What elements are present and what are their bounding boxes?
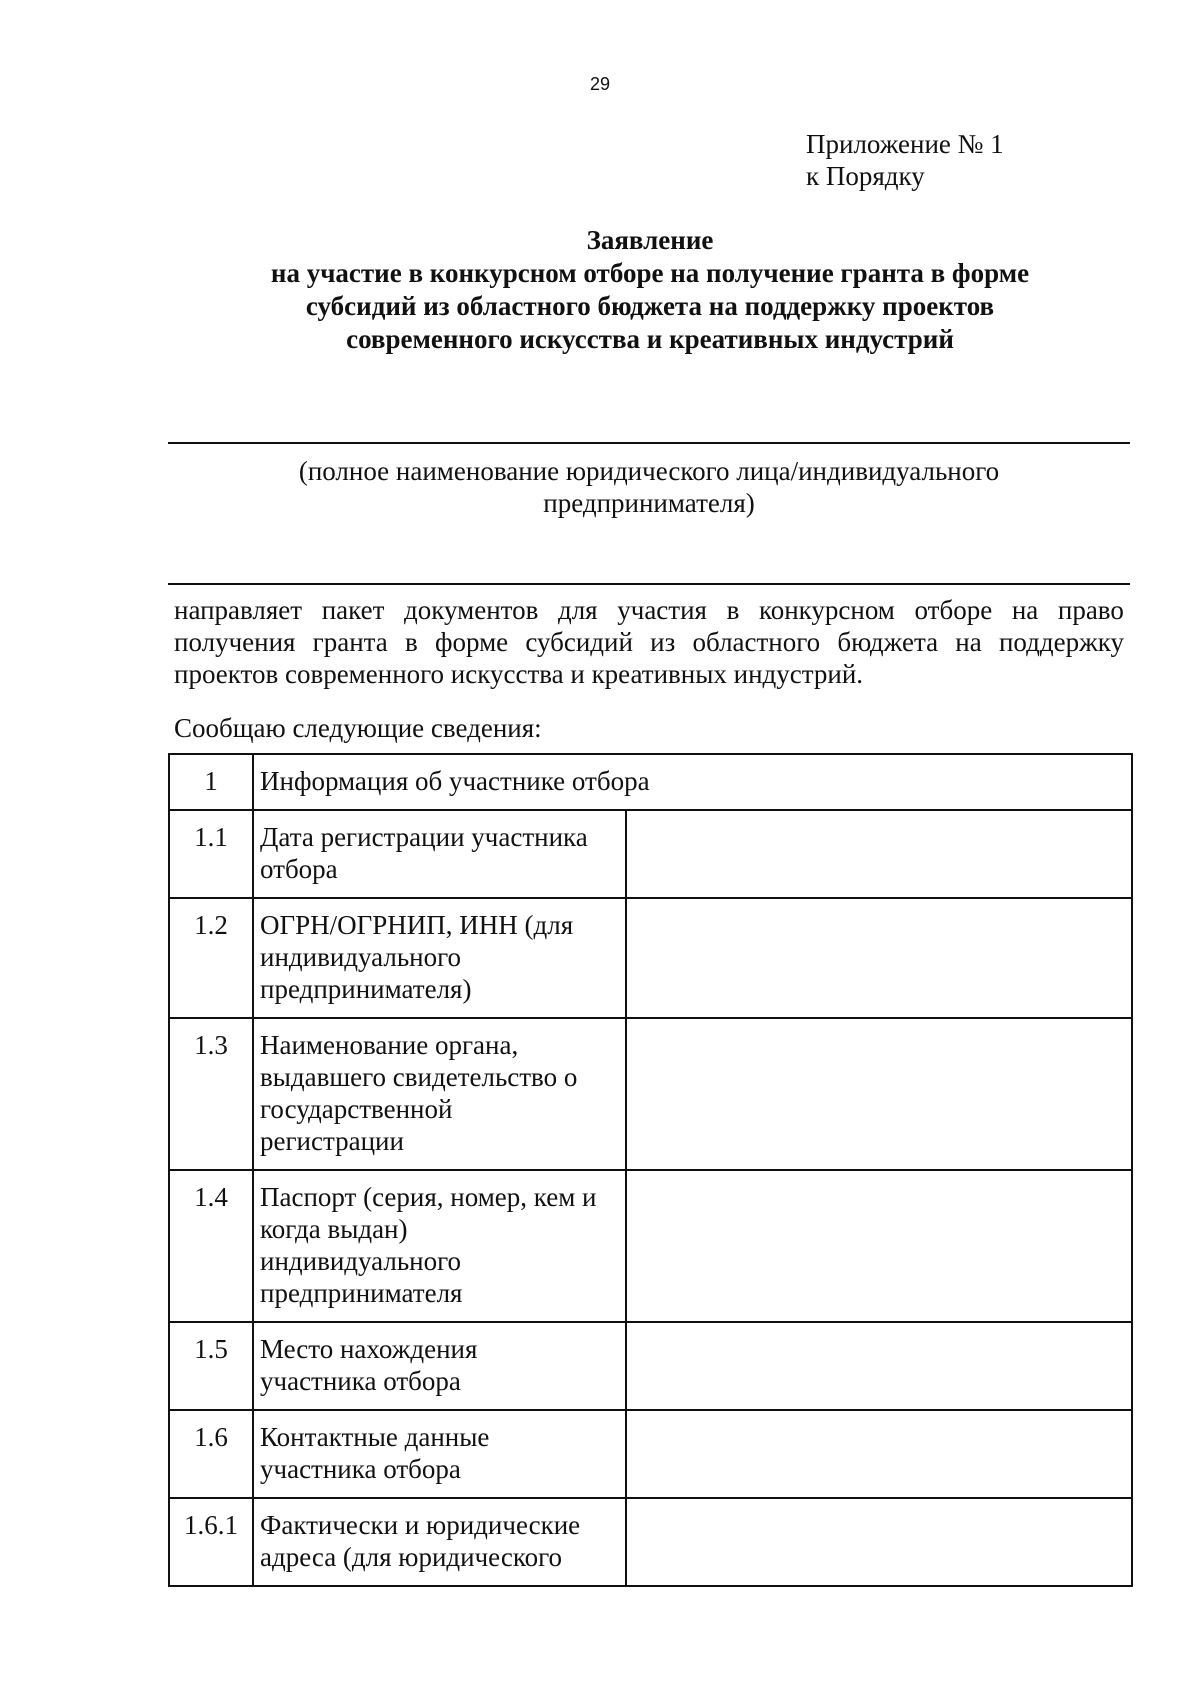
row-label-line: Фактически и юридические (260, 1510, 581, 1540)
paragraph-word: бюджета (837, 627, 939, 657)
row-label (253, 898, 626, 1018)
paragraph-word: направляет (174, 595, 303, 625)
title-line: Заявление (586, 225, 714, 255)
row-value-field[interactable] (626, 1410, 1132, 1498)
paragraph-word: поддержку (998, 627, 1124, 657)
row-value-field[interactable] (626, 810, 1132, 898)
row-value-field[interactable] (626, 1018, 1132, 1170)
row-label (253, 1410, 626, 1498)
row-label-line: отбора (260, 854, 338, 884)
row-number: 1.6.1 (169, 1498, 253, 1586)
table-row (169, 1322, 1132, 1410)
body-paragraph (174, 594, 1124, 690)
table-row (169, 1498, 1132, 1586)
paragraph-word: отборе (914, 595, 993, 625)
row-value-field[interactable] (626, 1322, 1132, 1410)
row-value-field[interactable] (626, 1498, 1132, 1586)
table-row (169, 898, 1132, 1018)
page-number: 29 (589, 74, 611, 94)
row-number: 1.3 (169, 1018, 253, 1170)
row-label-line: участника отбора (260, 1454, 461, 1484)
document-title (170, 224, 1130, 356)
title-line: субсидий из областного бюджета на поддержку проектов (305, 291, 995, 321)
row-label-line: участника отбора (260, 1366, 461, 1396)
paragraph-word: на (955, 627, 982, 657)
row-number: 1.5 (169, 1322, 253, 1410)
row-label-line: адреса (для юридического (260, 1542, 562, 1572)
row-label-line: государственной (260, 1094, 453, 1124)
caption-line: (полное наименование юридического лица/индивидуального (298, 456, 1000, 486)
paragraph-word: на (1011, 595, 1039, 625)
paragraph-word: участия (617, 595, 707, 625)
row-number: 1 (169, 754, 253, 810)
row-label-line: индивидуального (260, 942, 462, 972)
paragraph-word: право (1057, 595, 1124, 625)
row-number: 1.4 (169, 1170, 253, 1322)
applicant-name-caption (168, 455, 1130, 519)
row-label-line: индивидуального (260, 1246, 462, 1276)
row-label: Информация об участнике отбора (253, 754, 1132, 810)
title-line: современного искусства и креативных индустрий (346, 324, 954, 354)
paragraph-word: документов (404, 595, 539, 625)
paragraph-word: пакет (321, 595, 385, 625)
table-section-row (169, 754, 1132, 810)
table-row (169, 1018, 1132, 1170)
applicant-name-line-2 (168, 583, 1130, 585)
row-label (253, 1322, 626, 1410)
row-label-line: предпринимателя) (260, 974, 472, 1004)
row-label-line: регистрации (260, 1126, 404, 1156)
row-label-line: ОГРН/ОГРНИП, ИНН (для (260, 910, 574, 940)
table-row (169, 1170, 1132, 1322)
table-row (169, 1410, 1132, 1498)
title-line: на участие в конкурсном отборе на получение гранта в форме (270, 258, 1030, 288)
row-label-line: Дата регистрации участника (260, 822, 588, 852)
paragraph-word: в (405, 627, 418, 657)
paragraph-word: субсидий (525, 627, 633, 657)
row-label-line: Паспорт (серия, номер, кем и (260, 1182, 597, 1212)
row-value-field[interactable] (626, 1170, 1132, 1322)
paragraph-line: проектов современного искусства и креативных индустрий. (174, 659, 864, 689)
row-value-field[interactable] (626, 898, 1132, 1018)
row-number: 1.2 (169, 898, 253, 1018)
row-label-line: Наименование органа, (260, 1030, 519, 1060)
paragraph-word: в (726, 595, 740, 625)
row-label (253, 810, 626, 898)
participant-info-table (168, 753, 1133, 1587)
row-label-line: когда выдан) (260, 1214, 408, 1244)
appendix-line: к Порядку (806, 161, 925, 191)
row-number: 1.6 (169, 1410, 253, 1498)
caption-line: предпринимателя) (543, 488, 755, 518)
paragraph-word: форме (434, 627, 509, 657)
row-label-line: Место нахождения (260, 1334, 478, 1364)
paragraph-word: получения (174, 627, 296, 657)
appendix-line: Приложение № 1 (806, 129, 1004, 159)
paragraph-word: областного (692, 627, 821, 657)
row-label (253, 1170, 626, 1322)
paragraph-word: из (650, 627, 676, 657)
appendix-reference (806, 128, 1004, 192)
row-label (253, 1498, 626, 1586)
row-label-line: предпринимателя (260, 1278, 463, 1308)
paragraph-line (174, 626, 1124, 658)
row-label (253, 1018, 626, 1170)
paragraph-word: конкурсном (758, 595, 895, 625)
row-number: 1.1 (169, 810, 253, 898)
intro-text: Сообщаю следующие сведения: (174, 713, 542, 743)
table-row (169, 810, 1132, 898)
row-label-line: Контактные данные (260, 1422, 490, 1452)
row-label-line: выдавшего свидетельство о (260, 1062, 578, 1092)
applicant-name-line (168, 442, 1130, 444)
paragraph-word: для (557, 595, 598, 625)
paragraph-word: гранта (312, 627, 388, 657)
paragraph-line (174, 594, 1124, 626)
